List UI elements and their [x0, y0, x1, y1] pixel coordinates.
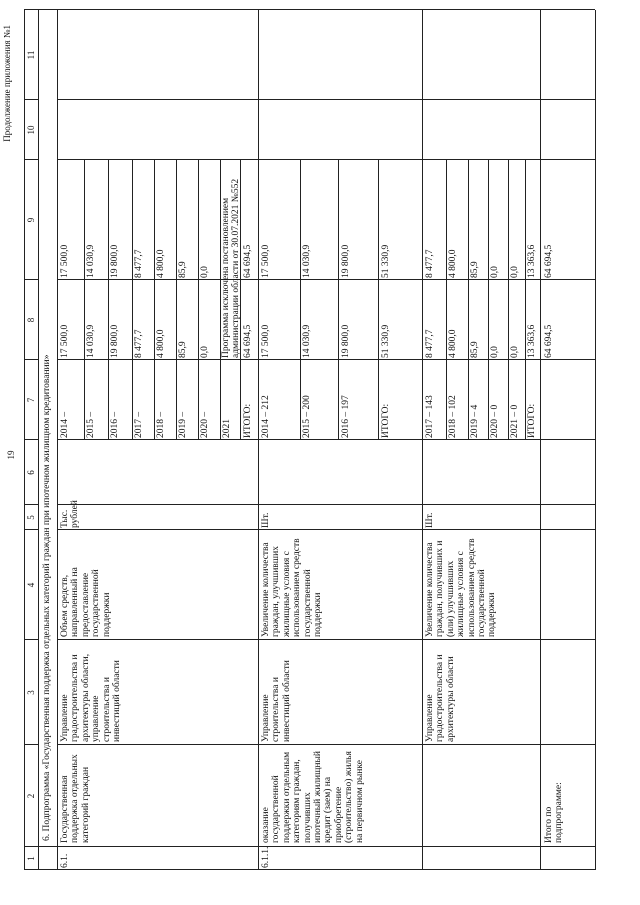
year-cell: 2019 – 4	[470, 404, 480, 438]
rule	[508, 160, 509, 440]
year-cell: 2015 –	[86, 411, 96, 438]
year-cell: 2018 –	[156, 411, 166, 438]
excluded-note: Программа исключена постановлением администрации области от 30.07.2021 №552	[221, 178, 242, 358]
column-number: 6	[26, 470, 36, 475]
row-name: Государственная поддержка отдельных категорий граждан	[60, 754, 91, 843]
plan-cell: 8 477,7	[134, 329, 144, 358]
rule	[525, 160, 526, 440]
rule	[446, 160, 447, 440]
rule	[198, 160, 199, 440]
page-number: 19	[6, 450, 16, 460]
fact-cell: 0,0	[490, 266, 500, 278]
rule	[24, 10, 25, 870]
rule	[57, 504, 595, 505]
row-indicator: Увеличение количества граждан, улучшивших жилищные условия с использованием средств государственной поддержки	[261, 538, 324, 637]
year-cell: 2021 – 0	[510, 404, 520, 438]
row-unit: Шт.	[425, 512, 435, 528]
rule	[57, 279, 595, 280]
year-cell: 2016 – 197	[341, 395, 351, 438]
row-indicator: Объем средств, направленный на предоставление государственной поддержки	[60, 567, 112, 637]
column-number: 4	[26, 582, 36, 588]
rule	[57, 10, 58, 870]
plan-cell: 19 800,0	[110, 324, 120, 358]
fact-cell: 19 800,0	[341, 244, 351, 278]
fact-cell: 4 800,0	[156, 249, 166, 278]
total-fact: 51 330,9	[381, 244, 391, 278]
rule	[258, 10, 259, 870]
total-plan: 51 330,9	[381, 324, 391, 358]
total-label: ИТОГО:	[243, 403, 253, 438]
total-plan: 13 363,6	[527, 324, 537, 358]
total-fact: 64 694,5	[243, 244, 253, 278]
year-cell: 2014 – 212	[261, 395, 271, 438]
plan-cell: 17 500,0	[261, 324, 271, 358]
row-unit: Тыс. рублей	[60, 500, 81, 528]
rule	[108, 160, 109, 440]
column-number: 11	[26, 50, 36, 60]
fact-cell: 85,9	[178, 261, 188, 278]
row-unit: Шт.	[261, 512, 271, 528]
plan-cell: 4 800,0	[448, 329, 458, 358]
year-cell: 2017 – 143	[425, 395, 435, 438]
year-cell: 2014 –	[60, 411, 70, 438]
continuation-label: Продолжение приложения №1	[2, 25, 12, 142]
plan-cell: 14 030,9	[302, 324, 312, 358]
rule	[132, 160, 133, 440]
rule	[57, 359, 595, 360]
fact-cell: 0,0	[510, 266, 520, 278]
fact-cell: 17 500,0	[261, 244, 271, 278]
rule	[338, 160, 339, 440]
plan-cell: 19 800,0	[341, 324, 351, 358]
rule	[24, 846, 595, 847]
plan-cell: 0,0	[510, 346, 520, 358]
year-cell: 2017 –	[134, 411, 144, 438]
rule	[176, 160, 177, 440]
rule	[24, 9, 595, 10]
column-number: 5	[26, 515, 36, 520]
fact-cell: 85,9	[470, 261, 480, 278]
row-executor: Управление градостроительства и архитектуры области	[425, 654, 456, 742]
year-cell: 2015 – 200	[302, 395, 312, 438]
row-executor: Управление градостроительства и архитектуры области, управление строительства и инвестиций области	[60, 653, 123, 742]
row-executor: Управление строительства и инвестиций области	[261, 660, 292, 742]
row-indicator: Увеличение количества граждан, получивших и (или) улучшивших жилищные условия с использованием средств государственной поддержки	[425, 538, 498, 637]
plan-cell: 0,0	[490, 346, 500, 358]
rule	[154, 160, 155, 440]
column-number: 9	[26, 217, 36, 223]
column-number: 1	[26, 856, 36, 861]
footer-label: Итого по подпрограмме:	[544, 782, 565, 843]
rule	[57, 529, 595, 530]
rule	[300, 160, 301, 440]
fact-cell: 14 030,9	[302, 244, 312, 278]
rule	[57, 639, 595, 640]
footer-fact: 64 694,5	[544, 244, 554, 278]
rule	[57, 159, 595, 160]
row-number: 6.1.1.	[261, 846, 271, 868]
rule	[24, 869, 595, 870]
fact-cell: 14 030,9	[86, 244, 96, 278]
subprogram-title: 6. Подпрограмма «Государственная поддержка отдельных категорий граждан при ипотечном жилищном кредитовании»	[42, 354, 52, 841]
rule	[57, 99, 595, 100]
rule	[488, 160, 489, 440]
fact-cell: 4 800,0	[448, 249, 458, 278]
rule	[378, 160, 379, 440]
fact-cell: 17 500,0	[60, 244, 70, 278]
fact-cell: 8 477,7	[425, 249, 435, 278]
rule	[57, 439, 595, 440]
plan-cell: 0,0	[200, 346, 210, 358]
total-label: ИТОГО:	[527, 403, 537, 438]
fact-cell: 0,0	[200, 266, 210, 278]
rule	[540, 10, 541, 870]
year-cell: 2016 –	[110, 411, 120, 438]
year-cell: 2021	[222, 419, 232, 438]
year-cell: 2020 –	[200, 411, 210, 438]
plan-cell: 8 477,7	[425, 329, 435, 358]
row-number: 6.1.	[60, 853, 70, 868]
year-cell: 2019 –	[178, 411, 188, 438]
column-number: 3	[26, 690, 36, 695]
fact-cell: 8 477,7	[134, 249, 144, 278]
footer-plan: 64 694,5	[544, 324, 554, 358]
rule	[84, 160, 85, 440]
column-number: 7	[26, 397, 36, 403]
plan-cell: 4 800,0	[156, 329, 166, 358]
total-plan: 64 694,5	[243, 324, 253, 358]
column-number: 2	[26, 793, 36, 799]
row-name: оказание государственной поддержки отдельным категориям граждан, получивших ипотечный жилищный кредит (заем) на приобретение (строительство) жилья на первичном рынке	[261, 751, 365, 843]
plan-cell: 85,9	[178, 341, 188, 358]
column-number: 10	[26, 125, 36, 135]
rule	[422, 10, 423, 870]
rule	[595, 10, 596, 870]
column-number: 8	[26, 317, 36, 323]
plan-cell: 14 030,9	[86, 324, 96, 358]
rule	[38, 10, 39, 870]
total-fact: 13 363,6	[527, 244, 537, 278]
rule	[468, 160, 469, 440]
year-cell: 2018 – 102	[448, 395, 458, 438]
fact-cell: 19 800,0	[110, 244, 120, 278]
rule	[57, 744, 595, 745]
total-label: ИТОГО:	[381, 403, 391, 438]
plan-cell: 17 500,0	[60, 324, 70, 358]
plan-cell: 85,9	[470, 341, 480, 358]
year-cell: 2020 – 0	[490, 404, 500, 438]
